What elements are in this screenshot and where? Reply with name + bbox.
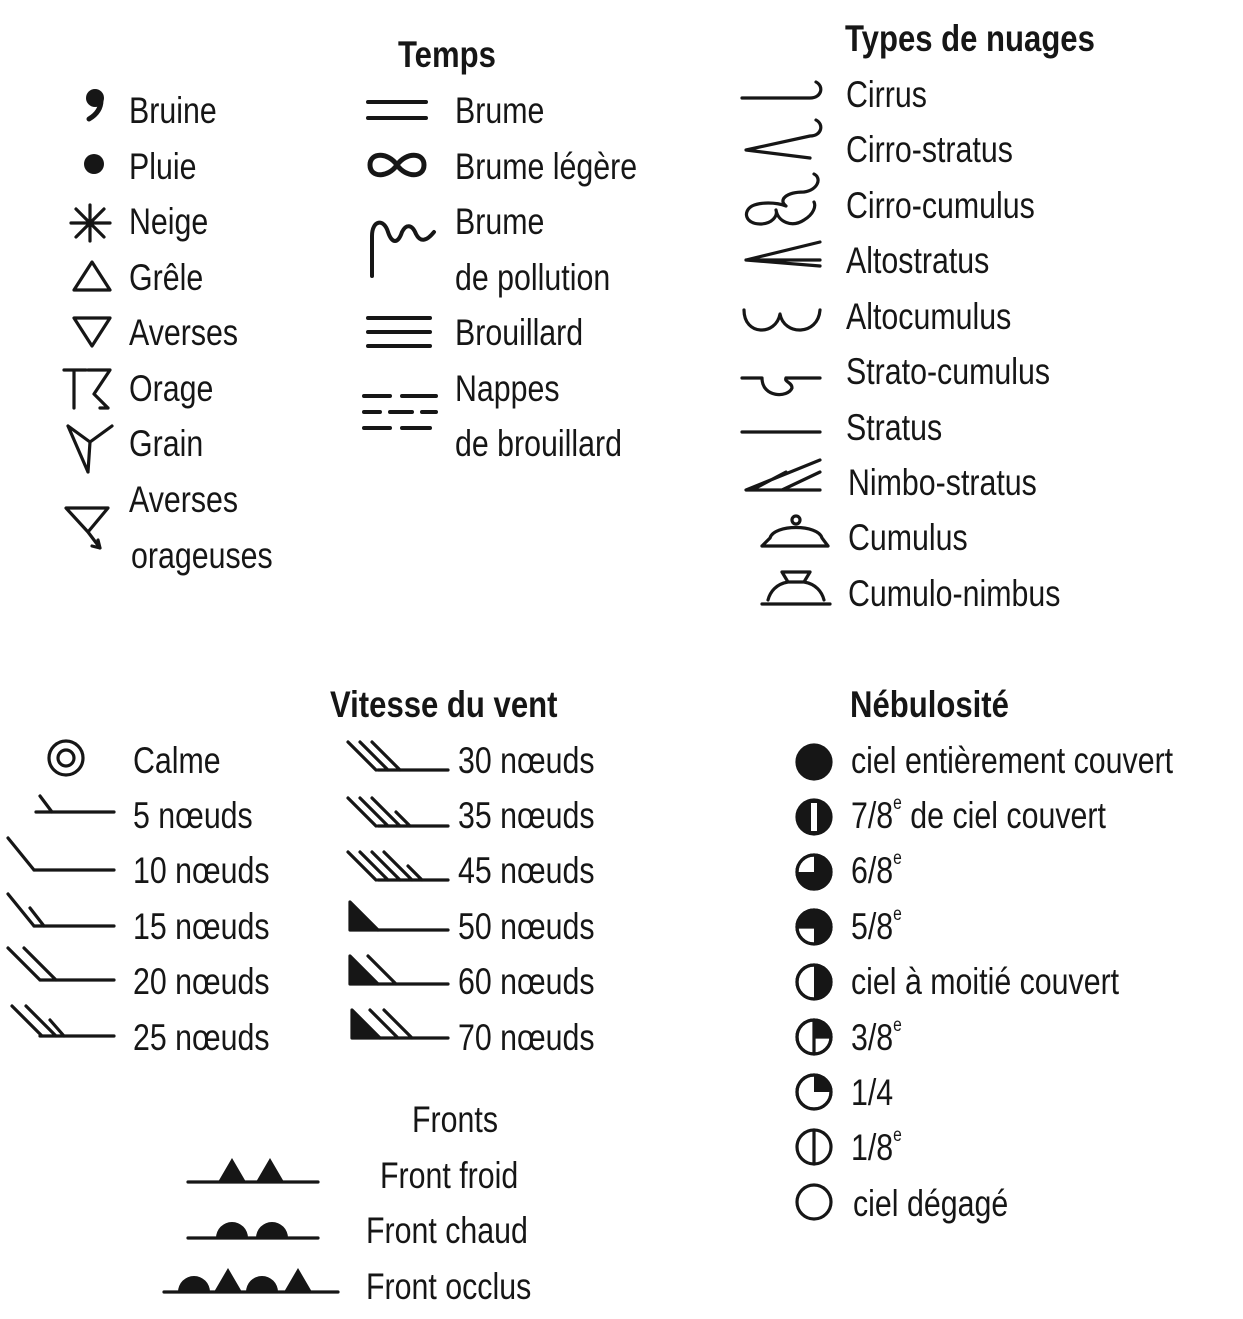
cloud-label: Cirrus xyxy=(846,74,927,115)
two-lines-icon xyxy=(364,96,430,126)
weather-mist-label: Brume xyxy=(455,201,545,242)
wind-label: 15 nœuds xyxy=(133,906,270,947)
wind-barb-10-icon xyxy=(4,834,120,878)
cover-label: ciel à moitié couvert xyxy=(851,961,1120,1002)
weather-mist-label-line2: de pollution xyxy=(455,257,611,298)
cloud-label: Altocumulus xyxy=(846,296,1012,337)
front-label: Front occlus xyxy=(366,1266,532,1307)
wind-label: Calme xyxy=(133,740,221,781)
wind-label: 25 nœuds xyxy=(133,1017,270,1058)
weather-mist-label: Nappes xyxy=(455,368,560,409)
cloud-label: Cumulus xyxy=(848,517,968,558)
cover-label: 5/8e xyxy=(851,904,902,947)
warm-front-icon xyxy=(184,1208,324,1244)
wind-label: 35 nœuds xyxy=(458,795,595,836)
wind-barb-25-icon xyxy=(4,1000,120,1044)
thunderstorm-icon xyxy=(60,364,120,414)
thunder-shower-icon xyxy=(62,500,118,556)
cold-front-icon xyxy=(184,1152,324,1188)
cirrus-icon xyxy=(738,72,828,108)
cover-1-8-icon xyxy=(794,1127,834,1167)
fronts-title: Fronts xyxy=(412,1099,498,1140)
weather-mist-label: Brouillard xyxy=(455,312,584,353)
cover-label: 1/4 xyxy=(851,1072,894,1113)
cirrostratus-icon xyxy=(738,110,828,162)
cloud-label: Cumulo-nimbus xyxy=(848,573,1061,614)
weather-item-label: Bruine xyxy=(129,90,217,131)
wind-barb-60-icon xyxy=(344,952,454,992)
wind-barb-30-icon xyxy=(344,736,454,776)
weather-item-label: Averses xyxy=(129,312,239,353)
cloud-label: Cirro-cumulus xyxy=(846,185,1035,226)
weather-item-label-line2: orageuses xyxy=(131,535,273,576)
weather-item-label: Averses xyxy=(129,479,239,520)
triangle-up-icon xyxy=(70,258,114,294)
three-lines-icon xyxy=(364,312,434,352)
cover-0-8-icon xyxy=(794,1182,834,1222)
wind-barb-45-icon xyxy=(344,846,454,886)
front-label: Front chaud xyxy=(366,1210,528,1251)
squall-icon xyxy=(64,420,116,476)
wind-label: 60 nœuds xyxy=(458,961,595,1002)
stratocumulus-icon xyxy=(738,358,828,406)
cover-6-8-icon xyxy=(794,852,834,892)
weather-item-label: Grain xyxy=(129,423,204,464)
wind-title: Vitesse du vent xyxy=(330,684,558,725)
calm-icon xyxy=(42,736,90,780)
front-label: Front froid xyxy=(380,1155,519,1196)
wind-label: 5 nœuds xyxy=(133,795,253,836)
cumulonimbus-icon xyxy=(756,564,836,610)
altostratus-icon xyxy=(738,236,828,274)
wind-label: 20 nœuds xyxy=(133,961,270,1002)
cover-5-8-icon xyxy=(794,907,834,947)
cover-7-8-icon xyxy=(794,797,834,837)
wind-label: 45 nœuds xyxy=(458,850,595,891)
cirrocumulus-icon xyxy=(738,166,828,232)
cloud-label: Stratus xyxy=(846,407,943,448)
cumulus-icon xyxy=(756,510,836,552)
cover-label: ciel dégagé xyxy=(853,1183,1009,1224)
cloud-label: Nimbo-stratus xyxy=(848,462,1037,503)
cover-1-4-icon xyxy=(794,1072,834,1112)
weather-mist-label-line2: de brouillard xyxy=(455,423,622,464)
cover-3-8-icon xyxy=(794,1017,834,1057)
cover-label: 1/8e xyxy=(851,1125,902,1168)
wind-label: 50 nœuds xyxy=(458,906,595,947)
altocumulus-icon xyxy=(738,300,828,340)
weather-item-label: Neige xyxy=(129,201,209,242)
wind-label: 30 nœuds xyxy=(458,740,595,781)
comma-icon xyxy=(80,86,110,126)
fog-patches-icon xyxy=(360,388,440,438)
cloud-cover-title: Nébulosité xyxy=(850,684,1009,725)
weather-item-label: Grêle xyxy=(129,257,204,298)
smoke-icon xyxy=(364,210,440,280)
weather-mist-label: Brume légère xyxy=(455,146,638,187)
wind-barb-35-icon xyxy=(344,792,454,832)
weather-item-label: Orage xyxy=(129,368,214,409)
cover-label: 7/8e de ciel couvert xyxy=(851,793,1106,836)
occluded-front-icon xyxy=(160,1262,346,1298)
cloud-label: Cirro-stratus xyxy=(846,129,1013,170)
clouds-title: Types de nuages xyxy=(845,18,1095,59)
cover-label: ciel entièrement couvert xyxy=(851,740,1174,781)
wind-barb-15-icon xyxy=(4,890,120,934)
wind-barb-70-icon xyxy=(344,1006,454,1046)
cloud-label: Altostratus xyxy=(846,240,990,281)
cloud-label: Strato-cumulus xyxy=(846,351,1051,392)
wind-barb-20-icon xyxy=(4,944,120,988)
wind-label: 10 nœuds xyxy=(133,850,270,891)
dot-icon xyxy=(80,150,110,180)
weather-mist-label: Brume xyxy=(455,90,545,131)
triangle-down-icon xyxy=(70,314,114,350)
cover-label: 6/8e xyxy=(851,848,902,891)
infinity-icon xyxy=(364,148,430,182)
cover-label: 3/8e xyxy=(851,1015,902,1058)
cover-4-8-icon xyxy=(794,962,834,1002)
wind-barb-50-icon xyxy=(344,898,454,938)
weather-item-label: Pluie xyxy=(129,146,197,187)
stratus-icon xyxy=(738,420,828,444)
nimbostratus-icon xyxy=(738,456,828,498)
cover-8-8-icon xyxy=(794,742,834,782)
wind-label: 70 nœuds xyxy=(458,1017,595,1058)
weather-title: Temps xyxy=(398,34,496,75)
wind-barb-5-icon xyxy=(30,790,120,822)
asterisk-icon xyxy=(66,203,116,243)
